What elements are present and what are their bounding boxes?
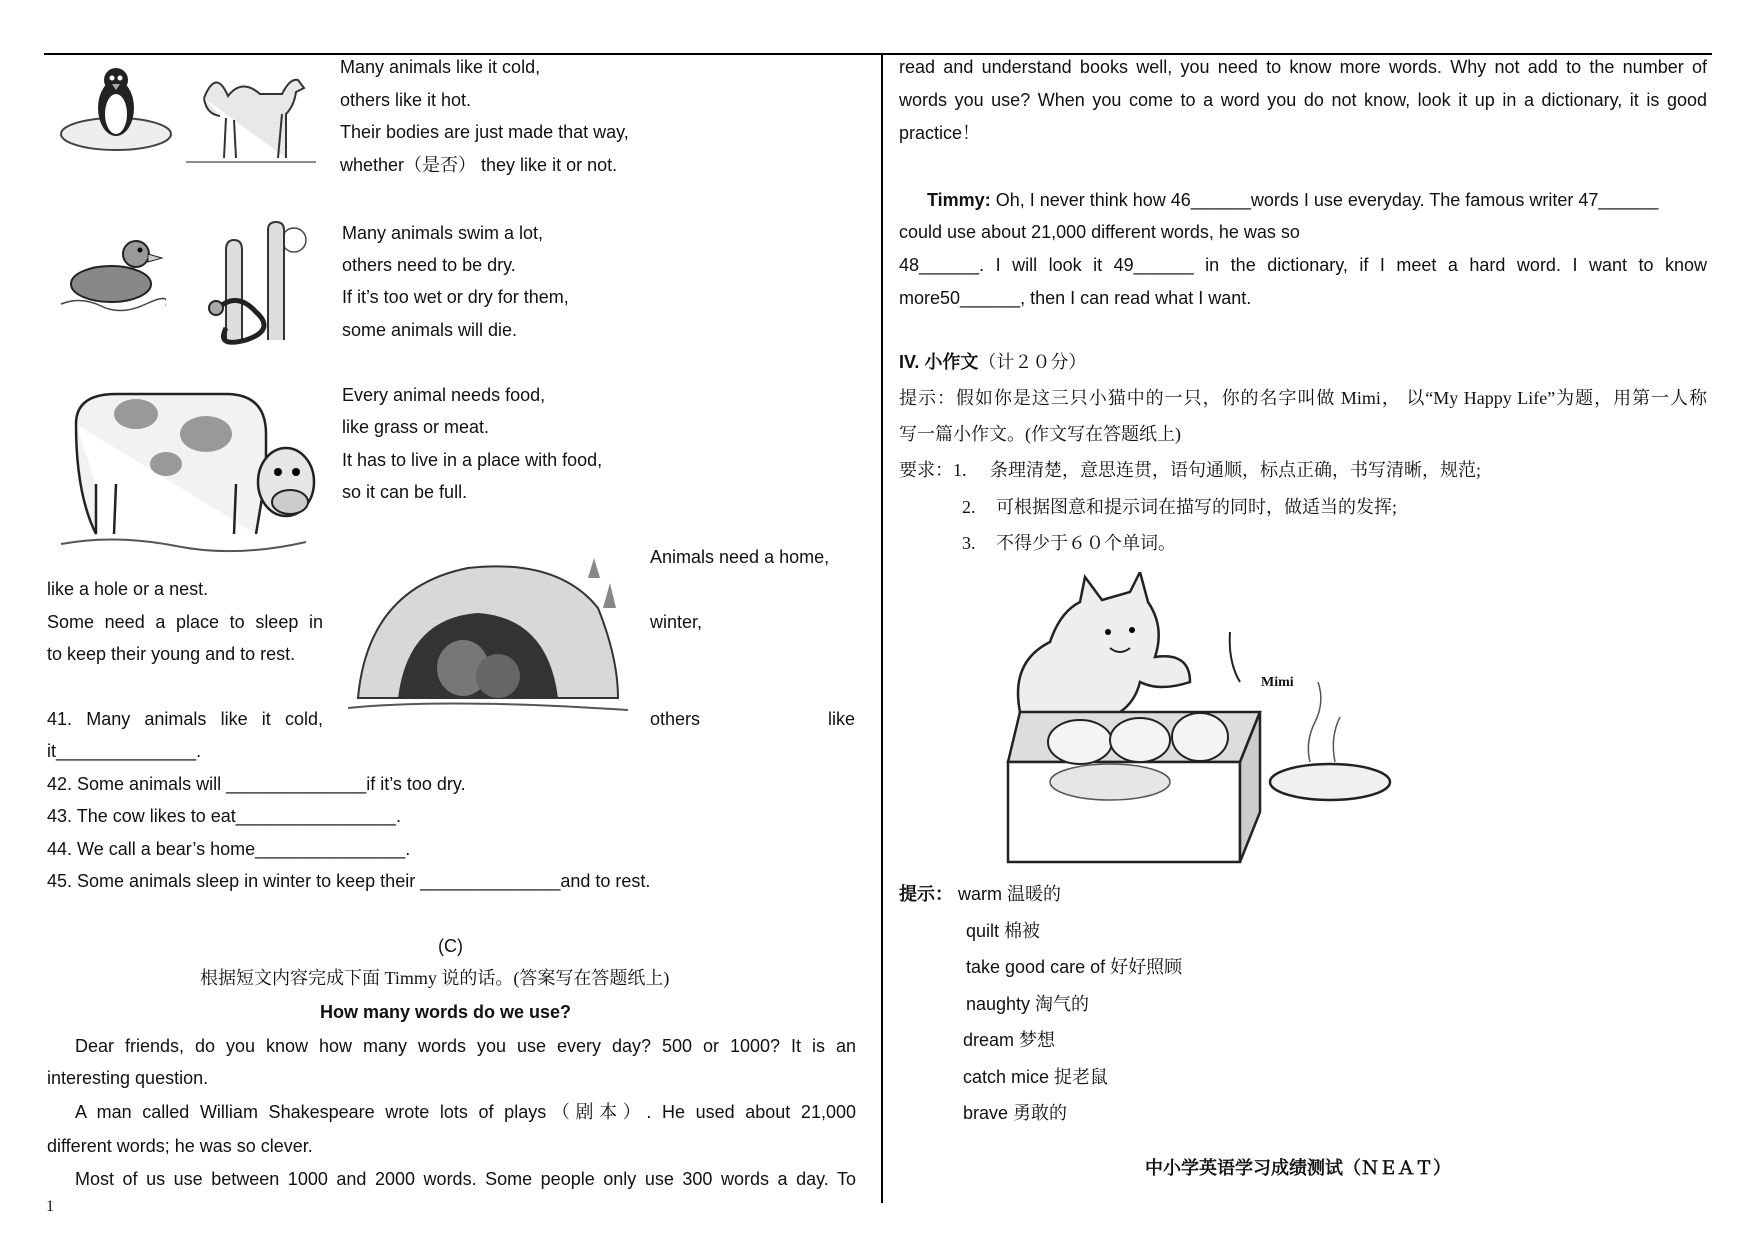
passage-line: Most of us use between 1000 and 2000 words. Some people only use 300 words a day. To xyxy=(75,1169,856,1189)
section-iv-heading xyxy=(899,351,1086,373)
tip-item: catch mice 捉老鼠 xyxy=(963,1067,1109,1087)
poem-line: some animals will die. xyxy=(342,320,518,340)
question-42: 42. Some animals will ______________if it’s too dry. xyxy=(47,774,466,794)
mimi-label: Mimi xyxy=(1261,675,1294,690)
question-44: 44. We call a bear’s home_______________. xyxy=(47,839,411,859)
section-iv-label: IV. 小作文 xyxy=(899,352,979,372)
top-rule xyxy=(44,53,1712,55)
poem-line: Many animals like it cold, xyxy=(340,57,541,77)
camel-illustration xyxy=(186,58,316,173)
poem-line: like a hole or a nest. xyxy=(47,579,209,599)
section-iv-points: （计２０分） xyxy=(978,352,1087,372)
hint-line: 写一篇小作文。(作文写在答题纸上) xyxy=(899,424,1181,444)
cow-illustration xyxy=(56,384,316,554)
bear-cave-illustration xyxy=(348,548,628,716)
tip-item: brave 勇敢的 xyxy=(963,1103,1068,1123)
hint-line: 提示：假如你是这三只小猫中的一只，你的名字叫做 Mimi， 以“My Happy Life”为题，用第一人称 xyxy=(899,388,1707,408)
poem-line: like grass or meat. xyxy=(342,417,490,437)
poem-line: whether（是否） they like it or not. xyxy=(340,155,618,175)
passage-line: interesting question. xyxy=(47,1068,209,1088)
tip-item: warm 温暖的 xyxy=(958,884,1061,904)
poem-line: Their bodies are just made that way, xyxy=(340,122,629,142)
poem-line: others need to be dry. xyxy=(342,255,516,275)
question-45: 45. Some animals sleep in winter to keep their ______________and to rest. xyxy=(47,871,651,891)
question-41-part: like xyxy=(828,709,856,729)
requirement-3: 不得少于６０个单词。 xyxy=(996,533,1176,553)
column-divider xyxy=(881,53,883,1203)
passage-line: A man called William Shakespeare wrote lots of plays（剧本）. He used about 21,000 xyxy=(75,1102,856,1122)
question-41-cont: it______________. xyxy=(47,741,202,761)
question-41: 41. Many animals like it cold, xyxy=(47,709,323,729)
timmy-line-2: could use about 21,000 different words, he was so xyxy=(899,222,1300,242)
penguin-illustration xyxy=(56,56,176,156)
question-41-part: others xyxy=(650,709,701,729)
section-c-label: (C) xyxy=(438,936,463,956)
requirement-3-num: 3. xyxy=(962,533,976,553)
poem-line: winter, xyxy=(650,612,703,632)
passage-title: How many words do we use? xyxy=(320,1002,572,1022)
requirement-label: 要求：1. xyxy=(899,460,967,480)
requirement-2-num: 2. xyxy=(962,497,976,517)
poem-line: Animals need a home, xyxy=(650,547,830,567)
passage-line: practice！ xyxy=(899,123,981,143)
timmy-line-4: more50______, then I can read what I want. xyxy=(899,288,1252,308)
timmy-speaker-label: Timmy: xyxy=(927,190,991,210)
duck-illustration xyxy=(56,226,166,316)
passage-line: Dear friends, do you know how many words you use every day? 500 or 1000? It is an xyxy=(75,1036,856,1056)
passage-line: different words; he was so clever. xyxy=(47,1136,313,1156)
tip-item: quilt 棉被 xyxy=(966,921,1041,941)
poem-line: Every animal needs food, xyxy=(342,385,546,405)
requirement-2: 可根据图意和提示词在描写的同时，做适当的发挥; xyxy=(996,497,1397,517)
timmy-line-1 xyxy=(927,189,1707,211)
timmy-line-1-text: Oh, I never think how 46______words I use everyday. The famous writer 47______ xyxy=(990,190,1659,210)
poem-line: If it’s too wet or dry for them, xyxy=(342,287,569,307)
tip-item: dream 梦想 xyxy=(963,1030,1056,1050)
poem-line: Many animals swim a lot, xyxy=(342,223,544,243)
question-43: 43. The cow likes to eat________________. xyxy=(47,806,401,826)
poem-line: so it can be full. xyxy=(342,482,468,502)
poem-line: Some need a place to sleep in xyxy=(47,612,323,632)
page-number: 1 xyxy=(46,1198,54,1215)
footer-title: 中小学英语学习成绩测试（ＮＥＡＴ） xyxy=(1145,1158,1451,1178)
poem-line: It has to live in a place with food, xyxy=(342,450,603,470)
timmy-line-3: 48______. I will look it 49______ in the dictionary, if I meet a hard word. I want to know xyxy=(899,255,1707,275)
tip-item: take good care of 好好照顾 xyxy=(966,957,1183,977)
poem-line: to keep their young and to rest. xyxy=(47,644,296,664)
tips-label: 提示： xyxy=(899,884,953,904)
tip-item: naughty 淘气的 xyxy=(966,994,1090,1014)
section-c-instruction: 根据短文内容完成下面 Timmy 说的话。(答案写在答题纸上) xyxy=(200,968,670,988)
passage-line: words you use? When you come to a word you do not know, look it up in a dictionary, it is good xyxy=(899,90,1707,110)
cats-in-box-illustration xyxy=(990,572,1400,864)
passage-line: read and understand books well, you need to know more words. Why not add to the number of xyxy=(899,57,1707,77)
snake-cactus-illustration xyxy=(186,220,314,355)
requirement-1: 条理清楚，意思连贯，语句通顺，标点正确，书写清晰，规范; xyxy=(990,460,1481,480)
poem-line: others like it hot. xyxy=(340,90,472,110)
